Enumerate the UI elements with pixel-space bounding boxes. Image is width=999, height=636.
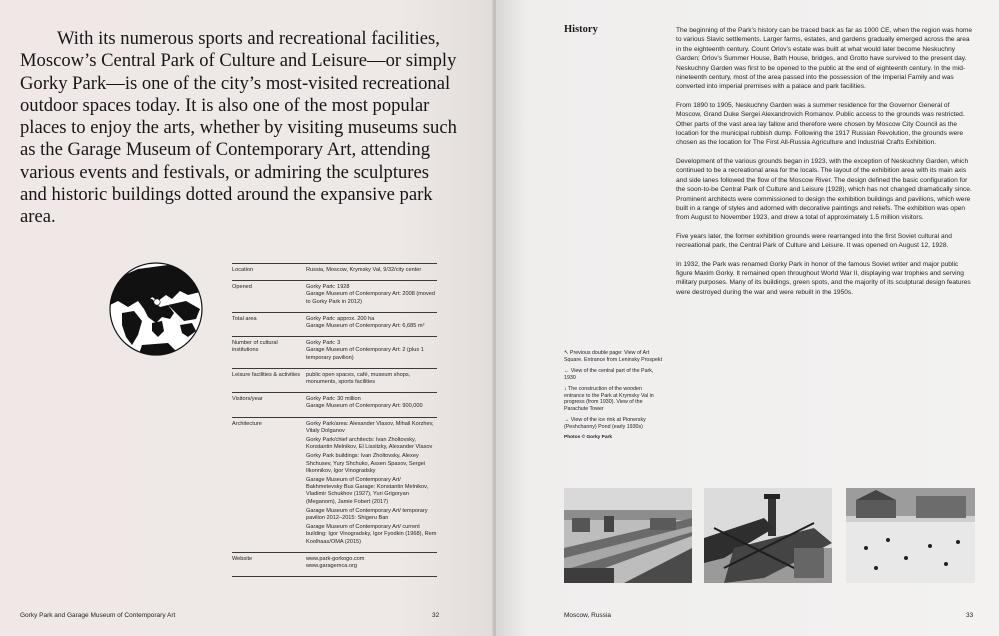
footer-title: Moscow, Russia	[564, 612, 611, 619]
fact-row-cultural-institutions	[232, 336, 437, 368]
fact-row-location	[232, 263, 437, 280]
fact-value-line: Garage Museum of Contemporary Art: 6,685 m²	[306, 323, 425, 330]
fact-value-line: Gorky Park: approx. 200 ha	[306, 315, 375, 322]
fact-value-line: Garage Museum of Contemporary Art/ current building: Igor Vinogradsky, Igor Fyodkin (1968), Rem Koolhaas/OMA (2015)	[306, 524, 437, 545]
photo-credit: Photos © Gorky Park	[564, 435, 613, 441]
fact-label: Leisure facilities & activities	[232, 371, 301, 378]
fact-value-line: Gorky Park/area: Alexander Vlasov, Mihail Korzhev, Vitaly Dolganov	[306, 420, 434, 434]
globe-icon	[108, 261, 204, 362]
historic-photo-park-aerial	[564, 488, 692, 583]
fact-label: Website	[232, 555, 253, 562]
history-paragraph: Five years later, the former exhibition grounds were rearranged into the first Soviet cultural and recreational park, the Central Park of Culture and Leisure. It was opened on August 12, 1928.	[676, 232, 952, 250]
fact-row-leisure-facilities	[232, 368, 437, 392]
fact-label: Location	[232, 267, 254, 273]
fact-value	[306, 421, 437, 548]
page-number: 32	[432, 612, 440, 619]
fact-value-line: Garage Museum of Contemporary Art: 2008 (moved to Gorky Park in 2012)	[306, 291, 436, 305]
photo-captions	[564, 350, 664, 442]
page-number: 33	[966, 612, 974, 619]
location-marker-icon	[154, 299, 160, 305]
intro-paragraph: With its numerous sports and recreational facilities, Moscow’s Central Park of Culture and Leisure—or simply Gorky Park—is one of the city’s most-visited recreational outdoor spaces today. It is also one of the most popular places to enjoy the arts, whether by visiting museums such as the Garage Museum of Contemporary Art, attending various events and festivals, or admiring the sculptures and historic buildings dotted around the expansive park area.	[20, 28, 457, 228]
fact-label: Number of cultural institutions	[232, 340, 278, 354]
fact-row-website	[232, 552, 437, 577]
website-link[interactable]: www.garagemca.org	[306, 563, 357, 570]
fact-row-total-area	[232, 312, 437, 336]
fact-value-line: Gorky Park: 30 million	[306, 396, 361, 403]
fact-value	[306, 372, 437, 388]
fact-value-line: Gorky Park: 3	[306, 340, 341, 347]
section-title: History	[564, 24, 598, 35]
fact-table	[232, 263, 437, 577]
fact-value	[306, 556, 437, 572]
fact-value-line: Garage Museum of Contemporary Art: 900,000	[306, 403, 423, 410]
fact-value-line: Russia, Moscow, Krymsky Val, 9/32/city center	[306, 267, 422, 273]
history-paragraph: Development of the various grounds began in 1923, with the exception of Neskuchny Garden, which continued to be a recreational area for the locals. The layout of the exhibition area with its main axis and side lanes followed the flow of the Moscow River. The design defined the basic configuration for the soon-to-be Central Park of Culture and Leisure (1928), which has not changed dramatically since. Prominent architects were commissioned to design the exhibition buildings and pavilions, which were built in a range of styles and adorned with decorative paintings and reliefs. The exhibition was open from August to November 1923, and drew a total of approximately 1.5 million visitors.	[676, 157, 972, 222]
history-text	[676, 26, 976, 306]
right-page	[496, 0, 999, 636]
photo-caption: ↖ Previous double page: View of Art Square. Entrance from Leninsky Prospekt	[564, 350, 663, 363]
fact-label: Total area	[232, 315, 257, 322]
fact-value-line: Gorky Park buildings: Ivan Zholtovsky, Alexey Shchusev, Yury Shchuko, Assen Spasov, Sergei Ilkonnikov, Igor Vinogradsky	[306, 453, 426, 474]
fact-value	[306, 340, 437, 364]
historic-photo-ice-rink	[846, 488, 975, 583]
fact-value-line: Garage Museum of Contemporary Art/ Bakhmetevsky Bus Garage: Konstantin Melnikov, Vladimir Schukhov (1927), Yuri Grigoryan (Meganom), Jamie Fobert (2017)	[306, 477, 429, 505]
fact-row-visitors	[232, 392, 437, 416]
fact-value-line: Gorky Park: 1928	[306, 284, 350, 291]
fact-value	[306, 284, 437, 308]
fact-value-line: public open spaces, café, museum shops, monuments, sports facilities	[306, 371, 411, 386]
photo-caption: → View of the ice rink at Pionersky (Peshchanny) Pond (early 1930s)	[564, 417, 646, 431]
fact-value-line: Garage Museum of Contemporary Art/ temporary pavilion 2012–2015: Shigeru Ban	[306, 507, 428, 522]
fact-label: Architecture	[232, 420, 262, 427]
fact-value	[306, 267, 437, 276]
fact-label: Visitors/year	[232, 396, 263, 403]
website-link[interactable]: www.park-gorkogo.com	[306, 555, 365, 562]
photo-caption: ↓ The construction of the wooden entrance to the Park at Krymsky Val in progress (from 1930). View of the Parachute Tower	[564, 385, 654, 413]
left-page	[0, 0, 494, 636]
footer-title: Gorky Park and Garage Museum of Contemporary Art	[20, 612, 176, 619]
fact-row-opened	[232, 280, 437, 312]
fact-value	[306, 316, 437, 332]
historic-photo-wooden-entrance	[704, 488, 832, 583]
fact-row-architecture	[232, 417, 437, 552]
fact-value	[306, 396, 437, 412]
fact-value-line: Garage Museum of Contemporary Art: 2 (plus 1 temporary pavilion)	[306, 347, 424, 361]
fact-value-line: Gorky Park/chief architects: Ivan Zholtovsky, Konstantin Melnikov, El Lissitzky, Alexander Vlasov	[306, 437, 433, 451]
history-paragraph: The beginning of the Park’s history can be traced back as far as 1000 CE, when the region was home to various Slavic settlements. Larger farms, estates, and gardens gradually emerged across the area in the eighteenth century. Count Orlov’s estate was built at what would later become Neskuchny Garden; Orlov’s Summer House, Bath House, bridges, and Grotto have survived to the present day. Neskuchny Garden was first to be opened to the public at the end of eighteenth century. In the mid-nineteenth century, most of the area passed into the possession of the Imperial Family and was converted into imperial premises with a palace and park facilities.	[676, 27, 973, 91]
photo-caption: ← View of the central part of the Park, 1930	[564, 367, 654, 381]
history-paragraph: In 1932, the Park was renamed Gorky Park in honor of the famous Soviet writer and major public figure Maxim Gorky. It remained open throughout World War II, displaying war trophies and serving military purposes. Many of its buildings, green spots, and the majority of its sculptural design features were destroyed during the war and were rebuilt in the 1950s.	[676, 260, 971, 296]
history-paragraph: From 1890 to 1905, Neskuchny Garden was a summer residence for the Governor General of Moscow, Grand Duke Sergei Alexandrovich Romanov. Public access to the grounds was restricted. Other parts of the vast area lay fallow and therefore were chosen by Moscow City Council as the location for the municipal rubbish dump. Following the 1917 Russian Revolution, the grounds were chosen as the location for The First All-Russia Agriculture and Industrial Crafts Exhibition.	[676, 101, 965, 147]
fact-label: Opened	[232, 284, 252, 291]
